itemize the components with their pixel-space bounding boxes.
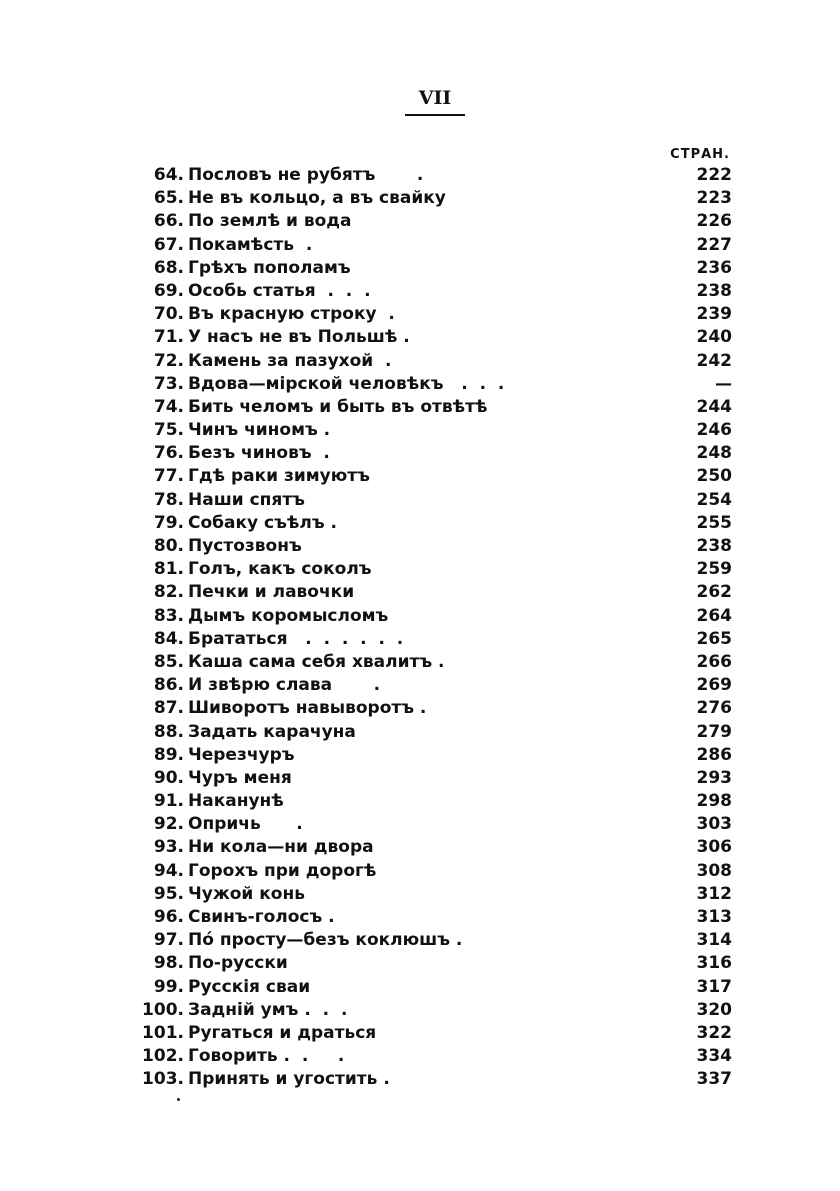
entry-title: Опричь . <box>188 814 303 835</box>
entry-page-number: 266 <box>696 651 732 672</box>
entry-title: Бить челомъ и быть въ отвѣтѣ <box>188 396 488 417</box>
entry-number: 84. <box>153 628 184 649</box>
toc-entry <box>120 373 732 396</box>
entry-number: 95. <box>153 883 184 904</box>
entry-page-number: — <box>715 373 732 394</box>
entry-title: Грѣхъ пополамъ <box>188 257 351 278</box>
entry-number: 71. <box>153 327 184 348</box>
toc-entry <box>120 558 732 581</box>
toc-entry <box>120 257 732 280</box>
entry-title: Пустозвонъ <box>188 536 302 556</box>
entry-page-number: 239 <box>696 304 732 325</box>
entry-title: Свинъ-голосъ . <box>188 907 335 927</box>
toc-entry <box>120 952 732 975</box>
entry-page-number: 236 <box>696 257 732 278</box>
entry-page-number: 312 <box>696 883 732 904</box>
entry-number: 77. <box>153 466 184 487</box>
entry-number: 72. <box>153 350 184 371</box>
entry-number: 89. <box>153 744 184 765</box>
entry-title: Задать карачуна <box>188 721 356 742</box>
entry-title: Пословъ не рубятъ . <box>188 165 424 185</box>
entry-title: Говорить . . . <box>188 1046 345 1067</box>
toc-entry <box>120 442 732 465</box>
entry-number: 78. <box>153 489 184 510</box>
entry-title: По-русски <box>188 953 288 974</box>
entry-title: Чуръ меня <box>188 767 292 788</box>
toc-entry <box>120 234 732 257</box>
entry-number: 85. <box>153 651 184 672</box>
entry-title: Особь статья . . . <box>188 280 371 301</box>
toc-entry <box>120 350 732 373</box>
toc-entry <box>120 836 732 859</box>
entry-number: 97. <box>153 930 184 951</box>
entry-number: 70. <box>153 304 184 325</box>
entry-page-number: 223 <box>696 188 732 209</box>
toc-entry <box>120 535 732 558</box>
entry-page-number: 334 <box>696 1046 732 1067</box>
toc-entry <box>120 767 732 790</box>
entry-title: Печки и лавочки <box>188 582 355 603</box>
entry-page-number: 259 <box>696 559 732 580</box>
entry-title: У насъ не въ Польшѣ . <box>188 327 410 348</box>
entry-title: Дымъ коромысломъ <box>188 605 389 626</box>
entry-title: Заднiй умъ . . . <box>188 999 348 1020</box>
entry-number: 82. <box>153 582 184 603</box>
entry-page-number: 244 <box>696 396 732 417</box>
toc-entry <box>120 605 732 628</box>
entry-page-number: 255 <box>696 512 732 533</box>
toc-entry <box>120 651 732 674</box>
entry-page-number: 248 <box>696 443 732 464</box>
entry-number: 88. <box>153 721 184 742</box>
toc-entry <box>120 906 732 929</box>
entry-title: Брататься . . . . . . <box>188 628 404 649</box>
entry-title: Ругаться и драться <box>188 1022 377 1043</box>
entry-page-number: 246 <box>696 420 732 441</box>
entry-title: Голъ, какъ соколъ <box>188 559 372 580</box>
entry-number: 90. <box>153 767 184 788</box>
entry-page-number: 227 <box>696 234 732 255</box>
entry-number: 103. <box>142 1069 184 1090</box>
entry-number: 69. <box>153 280 184 301</box>
entry-page-number: 226 <box>696 211 732 232</box>
entry-title: Наши спятъ <box>188 489 305 510</box>
entry-page-number: 238 <box>696 280 732 301</box>
entry-page-number: 262 <box>696 582 732 603</box>
entry-number: 66. <box>153 211 184 232</box>
entry-page-number: 316 <box>696 953 732 974</box>
toc-entry <box>120 628 732 651</box>
toc-entry <box>120 1068 732 1091</box>
toc-entry <box>120 396 732 419</box>
entry-page-number: 242 <box>696 350 732 371</box>
entry-page-number: 286 <box>696 744 732 765</box>
entry-title: Чужой конь <box>188 883 305 904</box>
entry-title: Черезчуръ <box>188 744 295 765</box>
toc-entry <box>120 744 732 767</box>
entry-title: Пó просту—безъ коклюшъ . <box>188 930 463 951</box>
entry-page-number: 279 <box>696 721 732 742</box>
toc-entry <box>120 1022 732 1045</box>
entry-number: 73. <box>153 373 184 394</box>
entry-page-number: 298 <box>696 791 732 812</box>
entry-page-number: 250 <box>696 466 732 487</box>
entry-title: Покамѣсть . <box>188 234 313 255</box>
entry-number: 86. <box>153 675 184 696</box>
page-number-underline <box>405 114 465 116</box>
entry-page-number: 254 <box>696 489 732 510</box>
entry-page-number: 306 <box>696 837 732 858</box>
page-number: VII <box>418 87 452 109</box>
entry-number: 96. <box>153 907 184 927</box>
toc-entry <box>120 303 732 326</box>
entry-title: Собаку съѣлъ . <box>188 512 337 533</box>
toc-entry <box>120 210 732 233</box>
entry-title: Русскія сваи <box>188 976 311 997</box>
toc-entry <box>120 419 732 442</box>
entry-page-number: 264 <box>696 605 732 626</box>
entry-title: Камень за пазухой . <box>188 350 392 371</box>
entry-number: 65. <box>153 188 184 209</box>
toc-entry <box>120 999 732 1022</box>
toc-entry <box>120 697 732 720</box>
entry-title: Гдѣ раки зимуютъ <box>188 466 370 487</box>
entry-number: 87. <box>153 698 184 719</box>
toc-entry <box>120 164 732 187</box>
entry-page-number: 320 <box>696 999 732 1020</box>
entry-number: 100. <box>142 999 184 1020</box>
toc-entry <box>120 512 732 535</box>
toc-entry <box>120 489 732 512</box>
entry-number: 94. <box>153 860 184 881</box>
toc-entry <box>120 721 732 744</box>
entry-page-number: 238 <box>696 536 732 556</box>
entry-page-number: 303 <box>696 814 732 835</box>
entry-number: 91. <box>153 791 184 812</box>
entry-number: 93. <box>153 837 184 858</box>
entry-number: 102. <box>142 1046 184 1067</box>
page-column-label: СТРАН. <box>670 147 730 162</box>
entry-page-number: 293 <box>696 767 732 788</box>
entry-number: 92. <box>153 814 184 835</box>
toc-entry <box>120 581 732 604</box>
entry-number: 79. <box>153 512 184 533</box>
entry-title: Въ красную строку . <box>188 304 395 325</box>
entry-number: 99. <box>153 976 184 997</box>
entry-number: 98. <box>153 953 184 974</box>
toc-entry <box>120 813 732 836</box>
toc-entry <box>120 674 732 697</box>
entry-title: Принять и угостить . <box>188 1069 390 1090</box>
entry-number: 76. <box>153 443 184 464</box>
entry-page-number: 240 <box>696 327 732 348</box>
entry-page-number: 269 <box>696 675 732 696</box>
entry-title: Горохъ при дорогѣ <box>188 860 377 881</box>
entry-number: 101. <box>142 1022 184 1043</box>
toc-entry <box>120 280 732 303</box>
toc-entry <box>120 465 732 488</box>
entry-page-number: 308 <box>696 860 732 881</box>
entry-title: Шиворотъ навыворотъ . <box>188 698 427 719</box>
toc-entry <box>120 326 732 349</box>
toc-entry <box>120 976 732 999</box>
toc-entry <box>120 1045 732 1068</box>
entry-title: Не въ кольцо, а въ свайку <box>188 188 446 209</box>
entry-number: 81. <box>153 559 184 580</box>
entry-number: 64. <box>153 165 184 185</box>
entry-title: Наканунѣ <box>188 791 284 812</box>
entry-title: Чинъ чиномъ . <box>188 420 331 441</box>
toc-entry <box>120 790 732 813</box>
toc-entry <box>120 883 732 906</box>
entry-number: 83. <box>153 605 184 626</box>
entry-number: 74. <box>153 396 184 417</box>
toc-entry <box>120 187 732 210</box>
entry-page-number: 337 <box>696 1069 732 1090</box>
entry-number: 75. <box>153 420 184 441</box>
entry-page-number: 314 <box>696 930 732 951</box>
entry-number: 80. <box>153 536 184 556</box>
print-speck <box>177 1098 180 1101</box>
entry-page-number: 265 <box>696 628 732 649</box>
entry-title: По землѣ и вода <box>188 211 352 232</box>
entry-title: И звѣрю слава . <box>188 675 381 696</box>
entry-page-number: 276 <box>696 698 732 719</box>
entry-title: Вдова—мірской человѣкъ . . . <box>188 373 505 394</box>
entry-number: 67. <box>153 234 184 255</box>
entry-page-number: 322 <box>696 1022 732 1043</box>
entry-page-number: 313 <box>696 907 732 927</box>
entry-title: Каша сама себя хвалитъ . <box>188 651 445 672</box>
entry-page-number: 222 <box>696 165 732 185</box>
entry-title: Безъ чиновъ . <box>188 443 330 464</box>
entry-title: Ни кола—ни двора <box>188 837 374 858</box>
toc-entry <box>120 929 732 952</box>
entry-number: 68. <box>153 257 184 278</box>
entry-page-number: 317 <box>696 976 732 997</box>
toc-entry <box>120 860 732 883</box>
table-of-contents <box>120 164 732 1092</box>
